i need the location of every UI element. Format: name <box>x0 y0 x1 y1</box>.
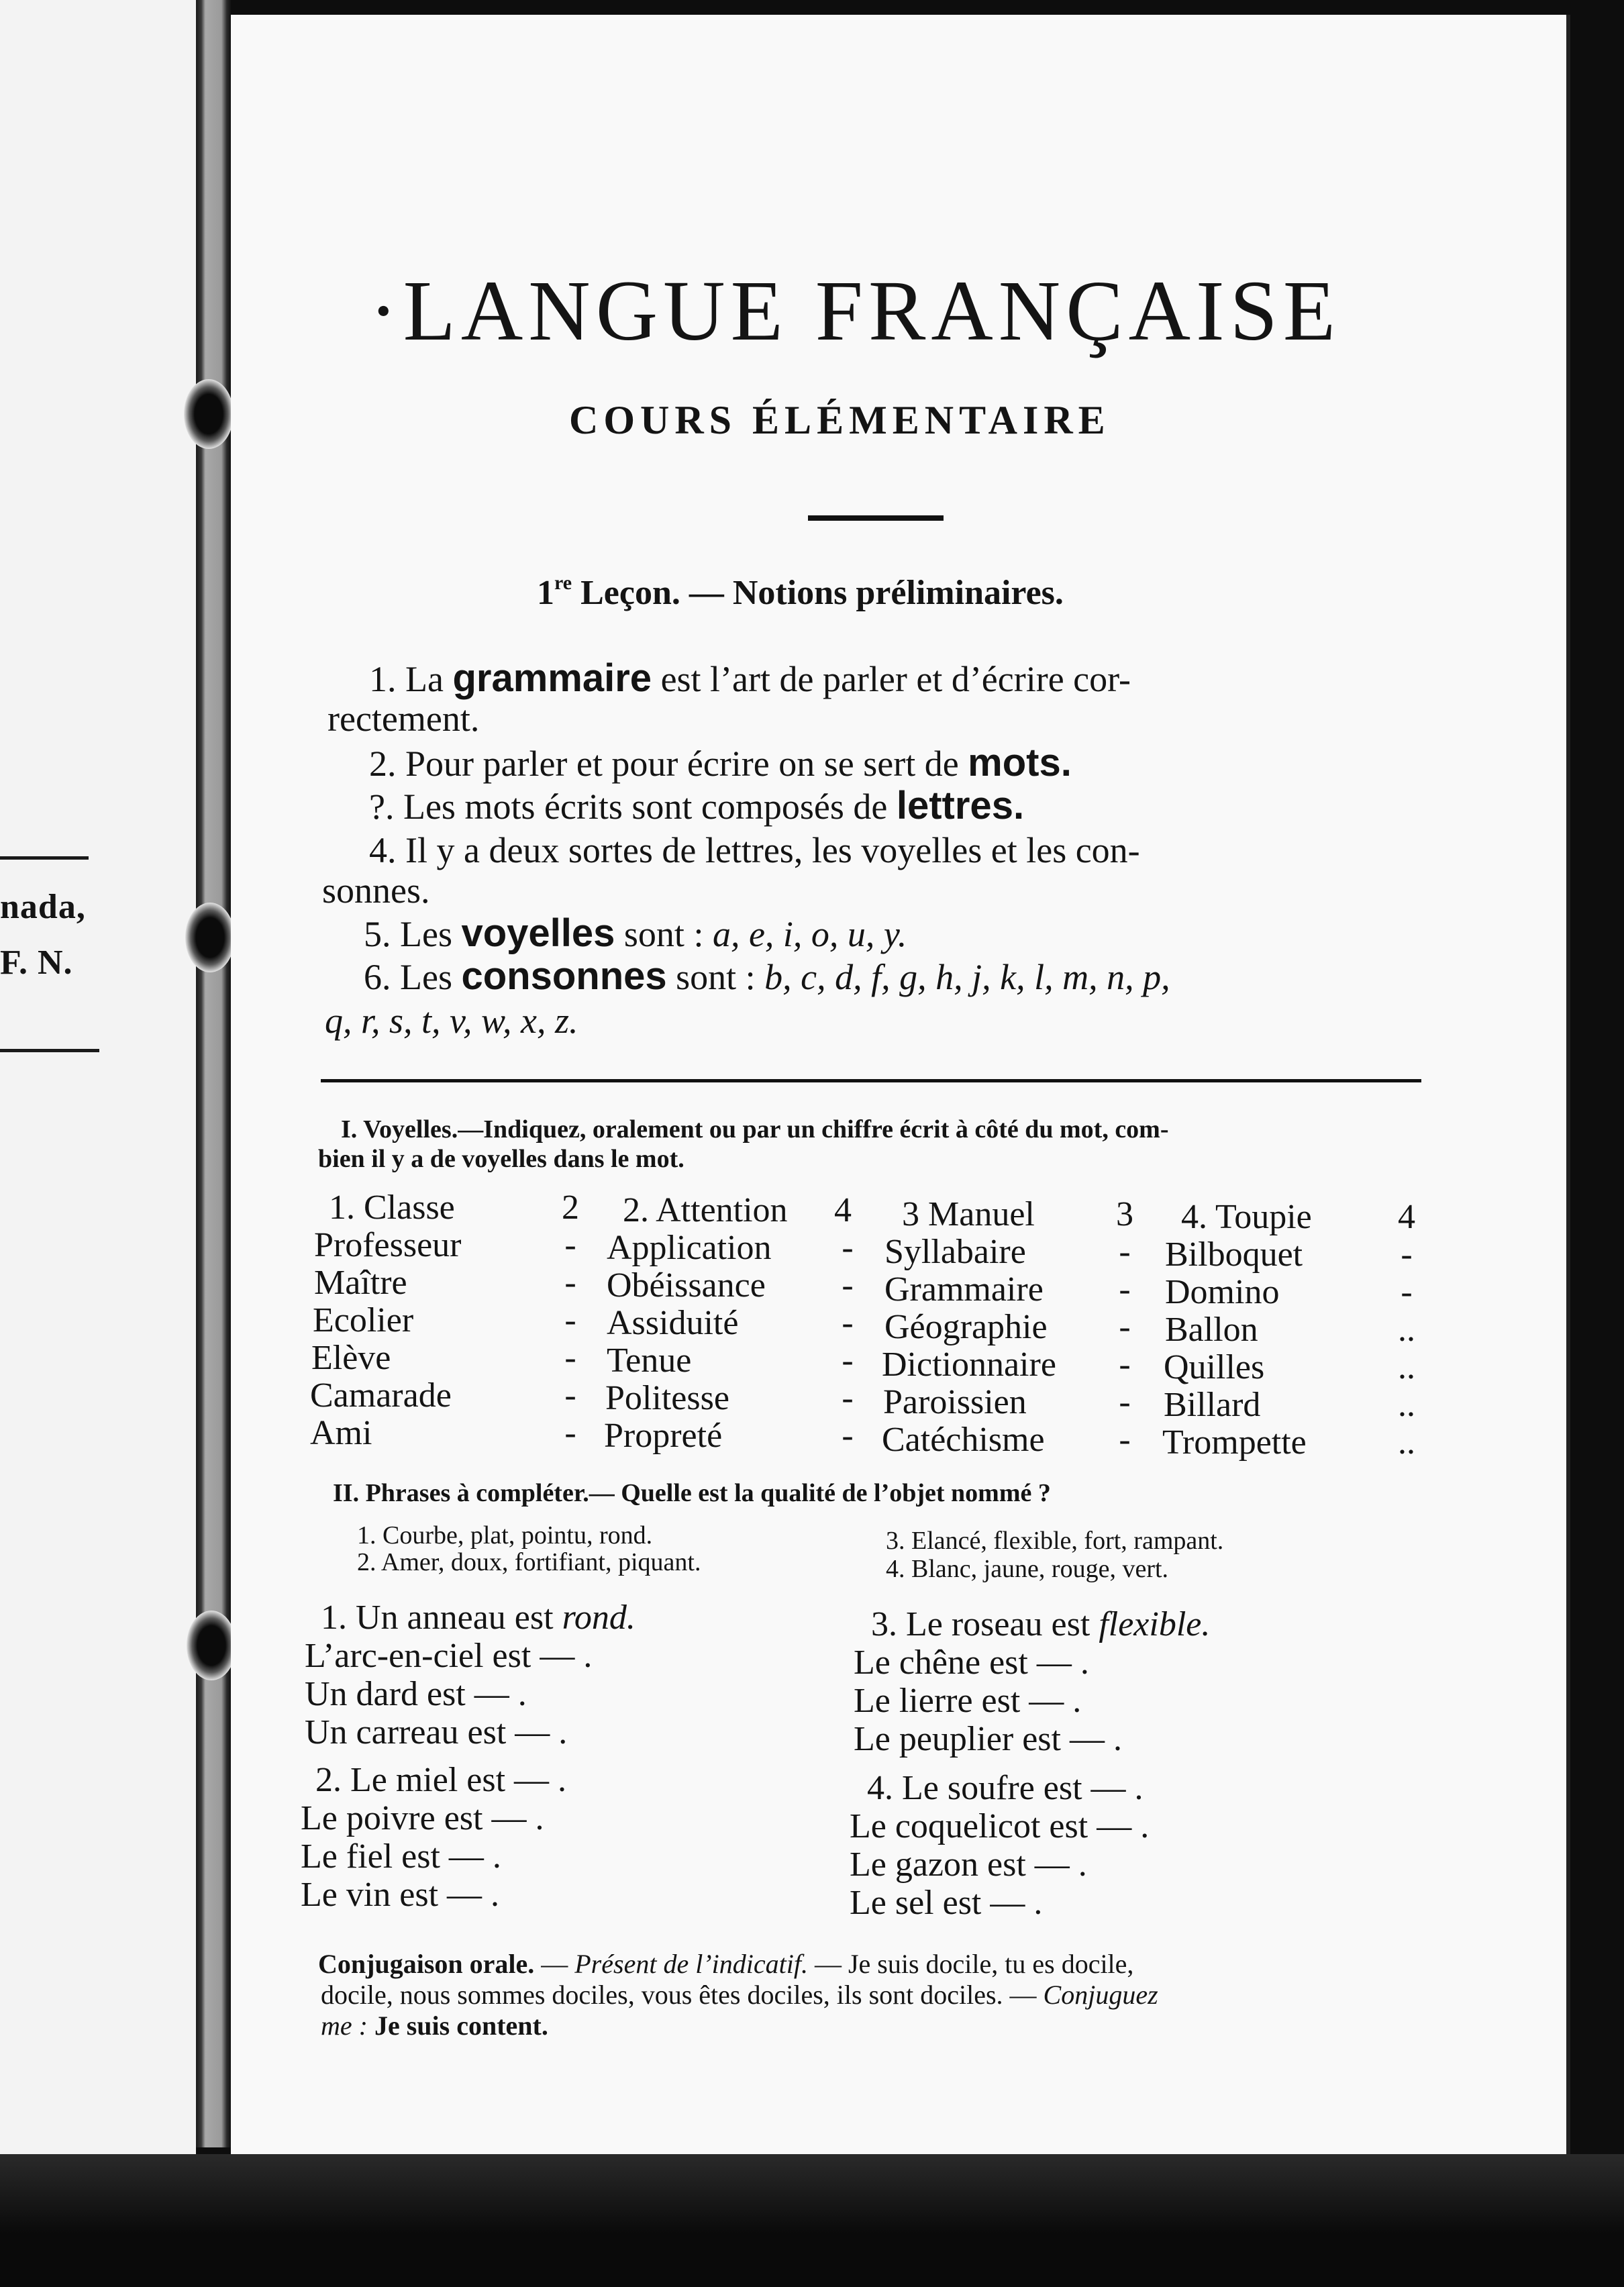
word-cell: Ballon <box>1165 1311 1258 1349</box>
sentence-group-3 <box>854 1605 1211 1758</box>
notion-text: sont : <box>666 957 765 997</box>
count-column-2 <box>829 1192 856 1455</box>
section-divider <box>321 1079 1421 1082</box>
exercise-1-instructions-cont: bien il y a de voyelles dans le mot. <box>318 1145 684 1173</box>
word-cell: Ami <box>310 1414 372 1452</box>
vowel-count: - <box>1401 1273 1413 1311</box>
sentence: Le fiel est — . <box>301 1837 501 1876</box>
notion-keyword: voyelles <box>461 911 615 955</box>
sentence: Le peuplier est — . <box>854 1720 1122 1758</box>
word-cell: Camarade <box>310 1376 452 1415</box>
vowel-count: - <box>1119 1383 1131 1421</box>
exercise-1-text: —Indiquez, oralement ou par un chiffre écrit à côté du mot, com- <box>458 1115 1169 1144</box>
notion-1-cont: rectement. <box>327 699 480 739</box>
sentence: Le poivre est — . <box>301 1799 544 1837</box>
sentence: Le lierre est — . <box>854 1682 1082 1720</box>
left-page-text-1: nada, <box>0 888 86 926</box>
vowel-count: - <box>564 1226 576 1264</box>
notion-text: ?. Les mots écrits sont composés de <box>369 786 897 827</box>
consonant-list-cont: q, r, s, t, v, w, x, z. <box>325 1001 578 1041</box>
sentence: L’arc-en-ciel est — . <box>305 1637 593 1675</box>
notion-text: sont : <box>615 914 713 954</box>
sentence: Le chêne est — . <box>854 1643 1089 1682</box>
word-cell: Maître <box>314 1264 407 1302</box>
vowel-count: 2 <box>562 1188 579 1227</box>
notion-2 <box>369 742 1072 784</box>
word-cell: 1. Classe <box>329 1188 455 1227</box>
left-page-rule-bottom <box>0 1049 99 1052</box>
conjugation-heading: Conjugaison orale. <box>318 1949 535 1979</box>
consonant-list: b, c, d, f, g, h, j, k, l, m, n, p, <box>764 957 1170 997</box>
sentence-answer: rond. <box>562 1598 636 1637</box>
conjugation-text: me : <box>321 2011 374 2041</box>
notion-keyword: lettres. <box>896 784 1025 827</box>
conjugation-text: docile, nous sommes dociles, vous êtes dociles, ils sont dociles. — <box>321 1980 1044 2010</box>
hint-1: 1. Courbe, plat, pointu, rond. <box>357 1521 653 1549</box>
word-cell: Trompette <box>1162 1423 1307 1462</box>
vowel-count: - <box>842 1229 854 1267</box>
vowel-count: - <box>1119 1270 1131 1309</box>
count-column-3 <box>1111 1196 1138 1459</box>
lesson-number-suffix: re <box>554 572 572 594</box>
sentence-text: 1. Un anneau est <box>321 1598 562 1637</box>
word-column-2 <box>604 1191 838 1455</box>
vowel-count: .. <box>1398 1348 1415 1386</box>
vowel-count: .. <box>1398 1423 1415 1462</box>
conjugation-line-2 <box>321 1980 1158 2011</box>
word-column-3 <box>882 1195 1117 1459</box>
hint-4: 4. Blanc, jaune, rouge, vert. <box>886 1555 1169 1583</box>
vowel-count: - <box>564 1339 576 1377</box>
notion-text: 2. Pour parler et pour écrire on se sert de <box>369 744 968 784</box>
word-cell: Politesse <box>605 1379 729 1417</box>
word-cell: Grammaire <box>884 1270 1044 1309</box>
notion-4: 4. Il y a deux sortes de lettres, les voyelles et les con- <box>369 830 1140 870</box>
sentence-text: 3. Le roseau est <box>871 1605 1099 1643</box>
lesson-title <box>537 572 1064 613</box>
vowel-count: - <box>1119 1421 1131 1459</box>
word-cell: 4. Toupie <box>1181 1198 1312 1236</box>
page-title: ·LANGUE FRANÇAISE <box>369 263 1341 358</box>
notion-text: 1. La <box>369 659 453 699</box>
vowel-count: 4 <box>1398 1198 1415 1236</box>
sentence-answer: flexible. <box>1099 1605 1211 1643</box>
hint-2: 2. Amer, doux, fortifiant, piquant. <box>357 1548 701 1576</box>
word-cell: Quilles <box>1164 1348 1265 1386</box>
page-subtitle: COURS ÉLÉMENTAIRE <box>569 398 1111 442</box>
count-column-4 <box>1393 1199 1420 1462</box>
word-cell: Professeur <box>314 1226 462 1264</box>
vowel-count: 4 <box>834 1191 852 1229</box>
lesson-number: 1 <box>537 574 554 612</box>
vowel-count: - <box>564 1376 576 1415</box>
word-cell: Syllabaire <box>884 1233 1026 1271</box>
vowel-count: 3 <box>1116 1195 1133 1233</box>
vowel-count: - <box>1401 1235 1413 1274</box>
exercise-1-heading: I. Voyelles. <box>341 1115 458 1144</box>
word-cell: Assiduité <box>607 1304 739 1342</box>
word-cell: Application <box>607 1229 772 1267</box>
sentence-group-2 <box>301 1761 567 1914</box>
word-cell: Elève <box>311 1339 391 1377</box>
notion-1 <box>369 658 1131 700</box>
notion-keyword: consonnes <box>461 954 667 998</box>
word-cell: Billard <box>1164 1386 1261 1424</box>
conjugation-example: Je suis content. <box>374 2011 548 2041</box>
notion-6-cont <box>325 1000 578 1041</box>
word-cell: Ecolier <box>313 1301 414 1339</box>
conjugation-line-3 <box>321 2011 548 2041</box>
count-column-1 <box>557 1189 584 1452</box>
vowel-count: - <box>564 1301 576 1339</box>
word-cell: Dictionnaire <box>882 1345 1056 1384</box>
scan-bottom-edge <box>0 2154 1624 2287</box>
binding-hole <box>184 379 234 449</box>
word-cell: Paroissien <box>883 1383 1027 1421</box>
sentence <box>871 1605 1210 1643</box>
sentence: Le sel est — . <box>850 1884 1043 1922</box>
notion-6 <box>364 956 1170 998</box>
word-cell: Bilboquet <box>1165 1235 1303 1274</box>
notion-text: 5. Les <box>364 914 462 954</box>
conjugation-dash: — <box>534 1949 575 1979</box>
vowel-count: - <box>1119 1308 1131 1346</box>
conjugation-line-1 <box>318 1949 1133 1980</box>
vowel-count: - <box>842 1304 854 1342</box>
word-cell: 3 Manuel <box>902 1195 1035 1233</box>
notion-4-cont: sonnes. <box>322 870 430 911</box>
sentence-group-4 <box>850 1769 1150 1922</box>
sentence <box>321 1598 636 1637</box>
sentence: Un dard est — . <box>305 1675 527 1713</box>
notion-text: 6. Les <box>364 957 462 997</box>
vowel-count: .. <box>1398 1386 1415 1424</box>
left-page-text-2: F. N. <box>0 944 73 982</box>
notion-text: est l’art de parler et d’écrire cor- <box>652 659 1131 699</box>
exercise-2-heading: II. Phrases à compléter. <box>333 1479 589 1507</box>
word-cell: Propreté <box>604 1417 723 1455</box>
vowel-count: - <box>564 1414 576 1452</box>
lesson-title-text: Leçon. — Notions préliminaires. <box>572 574 1064 612</box>
sentence: 2. Le miel est — . <box>315 1761 567 1799</box>
exercise-1-instructions <box>341 1114 1169 1145</box>
hint-3: 3. Elancé, flexible, fort, rampant. <box>886 1527 1224 1555</box>
sentence: Le gazon est — . <box>850 1845 1087 1884</box>
word-cell: Géographie <box>884 1308 1048 1346</box>
sentence: Le vin est — . <box>301 1876 500 1914</box>
vowel-count: - <box>1119 1233 1131 1271</box>
vowel-count: - <box>842 1341 854 1380</box>
exercise-2-text: — Quelle est la qualité de l’objet nommé ? <box>589 1479 1051 1507</box>
vowel-count: - <box>1119 1345 1131 1384</box>
word-cell: 2. Attention <box>623 1191 788 1229</box>
vowel-count: - <box>842 1266 854 1305</box>
book-spine <box>196 0 231 2147</box>
vowel-count: - <box>842 1379 854 1417</box>
left-facing-page <box>0 0 196 2154</box>
exercise-2-instructions <box>333 1478 1051 1509</box>
vowel-count: .. <box>1398 1311 1415 1349</box>
word-cell: Tenue <box>607 1341 692 1380</box>
word-column-1 <box>310 1188 497 1452</box>
word-column-4 <box>1162 1198 1382 1462</box>
vowel-count: - <box>564 1264 576 1302</box>
word-cell: Domino <box>1165 1273 1280 1311</box>
sentence: Le coquelicot est — . <box>850 1807 1150 1845</box>
title-divider <box>808 515 944 521</box>
vowel-list: a, e, i, o, u, y. <box>712 914 907 954</box>
vowel-count: - <box>842 1417 854 1455</box>
notion-keyword: grammaire <box>452 656 652 700</box>
word-cell: Catéchisme <box>882 1421 1045 1459</box>
binding-hole <box>185 903 235 972</box>
word-cell: Obéissance <box>607 1266 766 1305</box>
notion-keyword: mots. <box>968 741 1072 784</box>
sentence-group-1 <box>305 1598 636 1751</box>
notion-5 <box>364 913 907 955</box>
sentence: 4. Le soufre est — . <box>867 1769 1144 1807</box>
left-page-rule-top <box>0 856 89 860</box>
binding-hole <box>187 1611 236 1680</box>
sentence: Un carreau est — . <box>305 1713 568 1751</box>
conjugation-text: — Je suis docile, tu es docile, <box>807 1949 1134 1979</box>
conjugation-instruction: Conjuguez <box>1043 1980 1158 2010</box>
conjugation-tense: Présent de l’indicatif. <box>574 1949 808 1979</box>
notion-3 <box>369 785 1024 827</box>
